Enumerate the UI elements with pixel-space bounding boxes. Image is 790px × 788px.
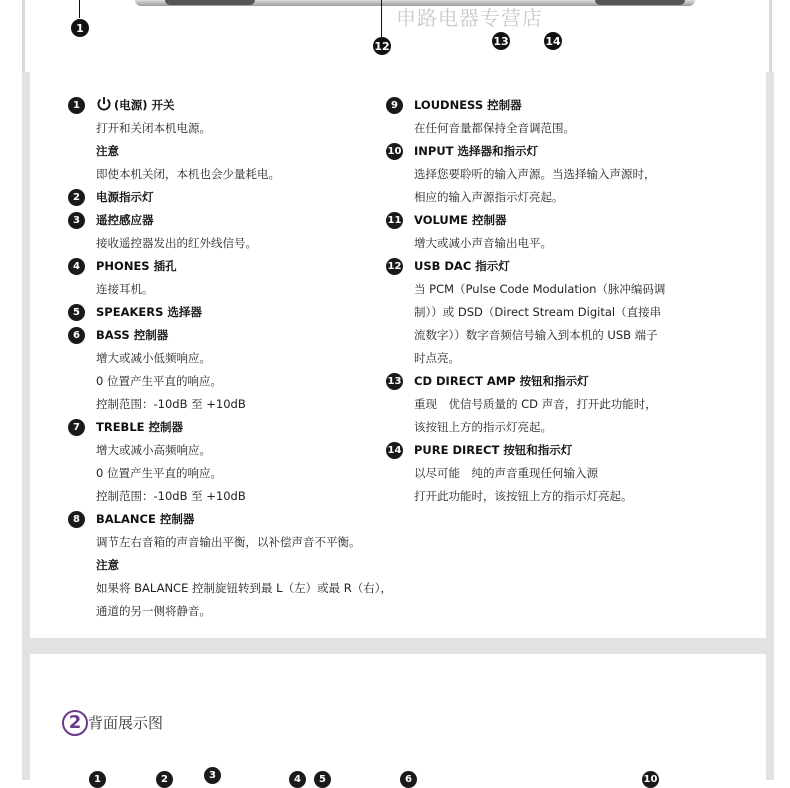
description-line: 以尽可能 纯的声音重现任何输入源 <box>414 466 598 480</box>
rear-callout-5: 5 <box>314 771 331 788</box>
spec-item-heading <box>68 94 398 117</box>
spec-item-3 <box>68 209 398 255</box>
rear-view-panel-inner <box>30 654 766 785</box>
callout-top-1: 1 <box>71 19 89 37</box>
item-number-badge: 13 <box>386 373 403 390</box>
rear-callout-10: 10 <box>642 771 659 788</box>
item-number-badge: 8 <box>68 511 85 528</box>
spec-item-13 <box>386 370 716 439</box>
item-number-badge: 10 <box>386 143 403 160</box>
spec-item-title: INPUT 选择器和指示灯 <box>414 144 539 158</box>
spec-item-5 <box>68 301 398 324</box>
description-line: 连接耳机。 <box>96 282 154 296</box>
description-line: 选择您要聆听的输入声源。当选择输入声源时， <box>414 167 656 181</box>
item-number-badge: 7 <box>68 419 85 436</box>
spec-item-9 <box>386 94 716 140</box>
rear-callout-2: 2 <box>156 771 173 788</box>
note-label: 注意 <box>96 558 119 572</box>
spec-item-1 <box>68 94 398 186</box>
watermark-text: 申路电器专营店 <box>396 6 543 30</box>
spec-item-7 <box>68 416 398 508</box>
spec-item-heading <box>386 439 716 462</box>
description-line: 接收遥控器发出的红外线信号。 <box>96 236 257 250</box>
item-number-badge: 11 <box>386 212 403 229</box>
right-column <box>386 94 716 508</box>
item-number-badge: 5 <box>68 304 85 321</box>
knob-right-shadow <box>595 0 685 5</box>
item-number-badge: 1 <box>68 97 85 114</box>
description-line: 打开和关闭本机电源。 <box>96 121 211 135</box>
spec-item-title: BALANCE 控制器 <box>96 512 195 526</box>
knob-left-shadow <box>165 0 255 5</box>
description-line: 增大或减小低频响应。 <box>96 351 211 365</box>
callout-line-12 <box>381 0 382 38</box>
left-column <box>68 94 398 623</box>
description-line: 0 位置产生平直的响应。 <box>96 466 222 480</box>
description-line: 如果将 BALANCE 控制旋钮转到最 L（左）或最 R（右）， <box>96 581 392 595</box>
spec-item-11 <box>386 209 716 255</box>
item-number-badge: 6 <box>68 327 85 344</box>
spec-item-title: 电源指示灯 <box>96 190 154 204</box>
spec-item-title: (电源) 开关 <box>114 98 175 112</box>
section-title: 背面展示图 <box>88 714 164 732</box>
description-line: 时点亮。 <box>414 351 460 365</box>
spec-item-title: PURE DIRECT 按钮和指示灯 <box>414 443 573 457</box>
spec-item-heading <box>386 255 716 278</box>
rear-view-panel <box>22 646 774 785</box>
rear-callout-4: 4 <box>289 771 306 788</box>
spec-item-title: TREBLE 控制器 <box>96 420 184 434</box>
spec-item-title: PHONES 插孔 <box>96 259 177 273</box>
spec-item-heading <box>68 186 398 209</box>
spec-item-heading <box>68 209 398 232</box>
spec-item-title: CD DIRECT AMP 按钮和指示灯 <box>414 374 589 388</box>
spec-item-10 <box>386 140 716 209</box>
note-label: 注意 <box>96 144 119 158</box>
spec-item-heading <box>386 209 716 232</box>
spec-item-4 <box>68 255 398 301</box>
spec-item-heading <box>68 301 398 324</box>
rear-callout-3: 3 <box>204 767 221 784</box>
spec-item-heading <box>386 94 716 117</box>
spec-item-2 <box>68 186 398 209</box>
spec-item-title: 遥控感应器 <box>96 213 154 227</box>
rear-callout-1: 1 <box>89 771 106 788</box>
spec-item-8 <box>68 508 398 623</box>
description-line: 该按钮上方的指示灯亮起。 <box>414 420 552 434</box>
item-number-badge: 4 <box>68 258 85 275</box>
description-line: 通道的另一侧将静音。 <box>96 604 211 618</box>
description-line: 重现 优信号质量的 CD 声音，打开此功能时， <box>414 397 657 411</box>
rear-callout-6: 6 <box>400 771 417 788</box>
spec-item-heading <box>68 324 398 347</box>
spec-item-heading <box>68 255 398 278</box>
item-number-badge: 3 <box>68 212 85 229</box>
description-line: 即使本机关闭，本机也会少量耗电。 <box>96 167 280 181</box>
power-icon <box>96 96 112 120</box>
spec-item-heading <box>68 416 398 439</box>
callout-top-13: 13 <box>492 32 510 50</box>
section-number-badge: 2 <box>62 710 88 736</box>
description-line: 相应的输入声源指示灯亮起。 <box>414 190 564 204</box>
spec-item-title: USB DAC 指示灯 <box>414 259 510 273</box>
item-number-badge: 2 <box>68 189 85 206</box>
callout-top-14: 14 <box>544 32 562 50</box>
description-line: 控制范围：-10dB 至 +10dB <box>96 489 246 503</box>
spec-item-6 <box>68 324 398 416</box>
spec-item-title: BASS 控制器 <box>96 328 169 342</box>
item-number-badge: 12 <box>386 258 403 275</box>
callout-line-1 <box>79 0 80 18</box>
description-line: 控制范围：-10dB 至 +10dB <box>96 397 246 411</box>
description-panel <box>22 72 774 646</box>
description-panel-inner <box>30 72 766 638</box>
spec-item-heading <box>68 508 398 531</box>
item-number-badge: 14 <box>386 442 403 459</box>
description-line: 增大或减小声音输出电平。 <box>414 236 552 250</box>
spec-item-title: VOLUME 控制器 <box>414 213 507 227</box>
description-line: 制））或 DSD（Direct Stream Digital（直接串 <box>414 305 662 319</box>
spec-item-14 <box>386 439 716 508</box>
description-line: 打开此功能时，该按钮上方的指示灯亮起。 <box>414 489 633 503</box>
spec-item-title: LOUDNESS 控制器 <box>414 98 522 112</box>
spec-item-12 <box>386 255 716 370</box>
spec-item-heading <box>386 370 716 393</box>
description-line: 0 位置产生平直的响应。 <box>96 374 222 388</box>
description-line: 当 PCM（Pulse Code Modulation（脉冲编码调 <box>414 282 666 296</box>
spec-item-title: SPEAKERS 选择器 <box>96 305 202 319</box>
description-line: 流数字））数字音频信号输入到本机的 USB 端子 <box>414 328 658 342</box>
callout-top-12: 12 <box>373 37 391 55</box>
description-line: 增大或减小高频响应。 <box>96 443 211 457</box>
description-line: 在任何音量都保持全音调范围。 <box>414 121 575 135</box>
item-number-badge: 9 <box>386 97 403 114</box>
spec-item-heading <box>386 140 716 163</box>
description-line: 调节左右音箱的声音输出平衡，以补偿声音不平衡。 <box>96 535 361 549</box>
